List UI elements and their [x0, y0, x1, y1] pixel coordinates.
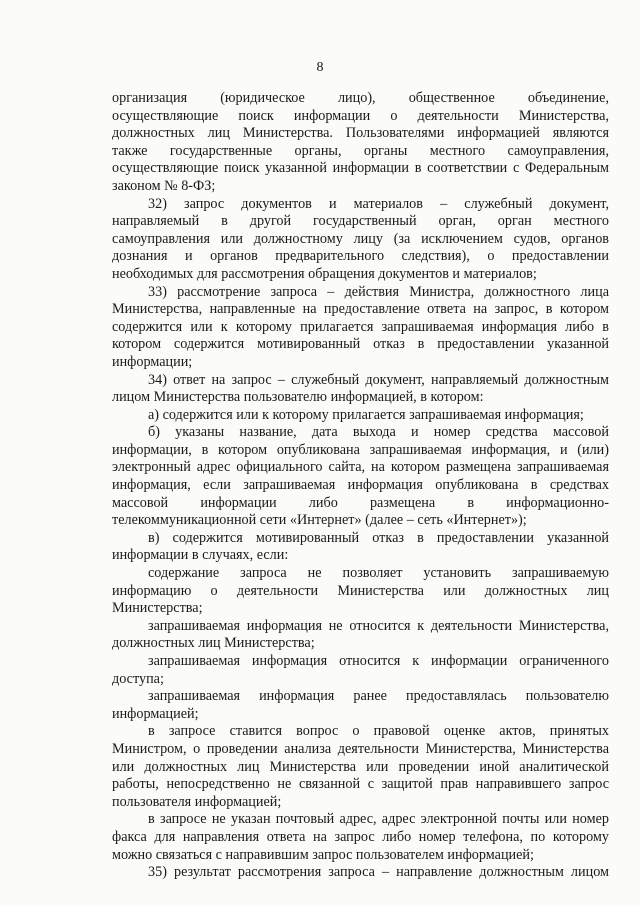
text-line: телекоммуникационной сети «Интернет» (далее – сеть «Интернет»); — [112, 512, 527, 529]
text-line: электронный адрес официального сайта, на котором размещена запрашиваемая — [112, 459, 609, 476]
text-line: информации; — [112, 353, 193, 370]
text-line: законом № 8-ФЗ; — [112, 177, 216, 194]
text-line: можно связаться с направившим запрос пользователем информацией; — [112, 846, 534, 863]
text-line: дознания и органов предварительного следствия), о предоставлении — [112, 248, 609, 265]
text-line: содержание запроса не позволяет установить запрашиваемую — [148, 565, 609, 582]
text-line: в запросе ставится вопрос о правовой оценке актов, принятых — [148, 723, 609, 740]
text-line: информацией; — [112, 705, 199, 722]
text-line: а) содержится или к которому прилагается запрашиваемая информация; — [148, 406, 584, 423]
text-line: Министерства; — [112, 600, 203, 617]
page-number: 8 — [316, 60, 324, 75]
text-line: должностных лиц Министерства. Пользователями информацией являются — [112, 125, 609, 142]
text-line: также государственные органы, органы местного самоуправления, — [112, 142, 609, 159]
text-line: или должностных лиц Министерства или проведении иной аналитической — [112, 758, 609, 775]
text-line: в) содержится мотивированный отказ в предоставлении указанной — [148, 529, 609, 546]
text-line: содержится или к которому прилагается запрашиваемая информация либо в — [112, 318, 609, 335]
text-line: информации, в котором опубликована запрашиваемая информация, и (или) — [112, 441, 609, 458]
text-line: в запросе не указан почтовый адрес, адрес электронной почты или номер — [148, 811, 609, 828]
text-line: доступа; — [112, 670, 164, 687]
text-line: направляемый в другой государственный орган, орган местного — [112, 213, 609, 230]
text-line: организация (юридическое лицо), общественное объединение, — [112, 90, 609, 106]
text-line: запрашиваемая информация не относится к деятельности Министерства, — [148, 617, 609, 634]
document-body — [112, 90, 609, 882]
text-line: 33) рассмотрение запроса – действия Министра, должностного лица — [148, 283, 609, 300]
text-line: информации в случаях, если: — [112, 547, 289, 564]
text-line: информацию о деятельности Министерства или должностных лиц — [112, 582, 609, 599]
text-line: котором содержится мотивированный отказ в предоставлении указанной — [112, 336, 609, 353]
text-line: 32) запрос документов и материалов – служебный документ, — [148, 195, 609, 212]
text-line: лицом Министерства пользователю информацией, в котором: — [112, 389, 484, 406]
text-line: осуществляющие поиск информации о деятельности Министерства, — [112, 107, 609, 124]
text-line: работы, непосредственно не связанной с защитой прав направившего запрос — [112, 776, 609, 793]
text-line: информация, если запрашиваемая информация опубликована в средствах — [112, 477, 609, 494]
text-line: Министерства, направленные на предоставление ответа на запрос, в котором — [112, 301, 609, 318]
text-line: б) указаны название, дата выхода и номер средства массовой — [148, 424, 609, 441]
text-line: 34) ответ на запрос – служебный документ, направляемый должностным — [148, 371, 609, 388]
text-line: самоуправления или должностному лицу (за исключением судов, органов — [112, 230, 609, 247]
text-line: запрашиваемая информация относится к информации ограниченного — [148, 653, 609, 669]
text-line: массовой информации либо размещена в информационно- — [112, 494, 609, 511]
text-line: пользователя информацией; — [112, 793, 282, 810]
text-line: должностных лиц Министерства; — [112, 635, 315, 652]
text-line: запрашиваемая информация ранее предоставлялась пользователю — [148, 688, 609, 705]
text-line: осуществляющие поиск указанной информации в соответствии с Федеральным — [112, 160, 609, 177]
text-line: Министром, о проведении анализа деятельности Министерства, Министерства — [112, 740, 609, 757]
text-line: необходимых для рассмотрения обращения документов и материалов; — [112, 265, 537, 282]
text-line: факса для направления ответа на запрос либо номер телефона, по которому — [112, 828, 609, 845]
text-line: 35) результат рассмотрения запроса – направление должностным лицом — [148, 864, 609, 881]
